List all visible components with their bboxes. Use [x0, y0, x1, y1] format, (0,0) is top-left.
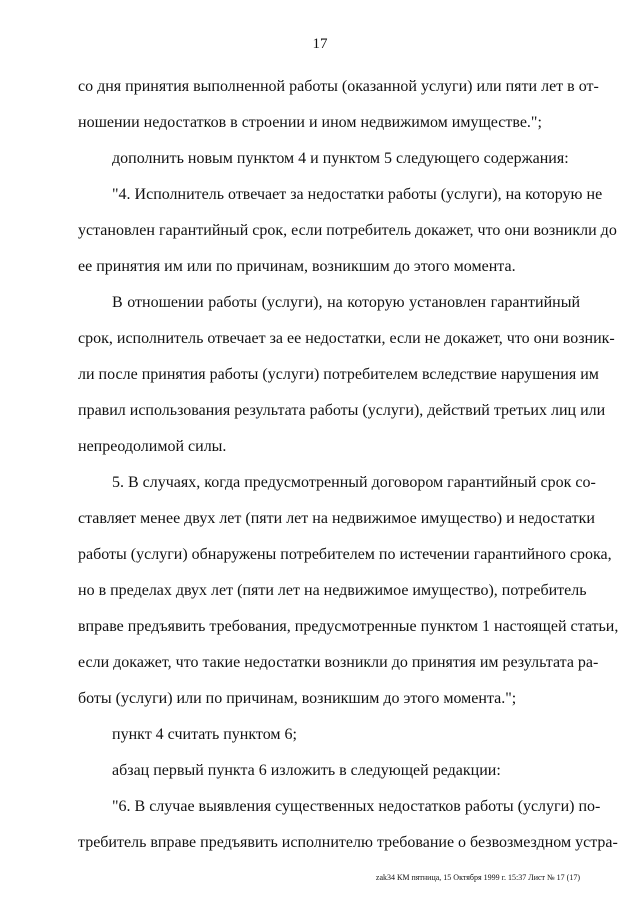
text-line: ли после принятия работы (услуги) потребителем вследствие нарушения им — [78, 366, 599, 383]
text-line: В отношении работы (услуги), на которую установлен гарантийный — [112, 294, 580, 311]
text-line: боты (услуги) или по причинам, возникшим до этого момента."; — [78, 690, 517, 707]
text-line: пункт 4 считать пунктом 6; — [112, 726, 297, 743]
text-line: срок, исполнитель отвечает за ее недостатки, если не докажет, что они возник- — [78, 330, 615, 347]
text-line: ставляет менее двух лет (пяти лет на недвижимое имущество) и недостатки — [78, 510, 595, 527]
text-line: ношении недостатков в строении и ином недвижимом имуществе."; — [78, 114, 542, 131]
document-footer: zak34 КМ пятница, 15 Октября 1999 г. 15:37 Лист № 17 (17) — [375, 873, 580, 882]
text-line: абзац первый пункта 6 изложить в следующей редакции: — [112, 762, 501, 779]
text-line: но в пределах двух лет (пяти лет на недвижимое имущество), потребитель — [78, 582, 587, 599]
text-line: со дня принятия выполненной работы (оказанной услуги) или пяти лет в от- — [78, 78, 599, 95]
text-line: требитель вправе предъявить исполнителю требование о безвозмездном устра- — [78, 834, 618, 851]
text-line: правил использования результата работы (услуги), действий третьих лиц или — [78, 402, 606, 419]
page-number: 17 — [312, 36, 328, 52]
text-line: ее принятия им или по причинам, возникшим до этого момента. — [78, 258, 516, 275]
text-line: установлен гарантийный срок, если потребитель докажет, что они возникли до — [78, 222, 617, 239]
text-line: дополнить новым пунктом 4 и пунктом 5 следующего содержания: — [112, 150, 569, 167]
text-line: "6. В случае выявления существенных недостатков работы (услуги) по- — [112, 798, 601, 815]
text-line: "4. Исполнитель отвечает за недостатки работы (услуги), на которую не — [112, 186, 603, 203]
text-line: непреодолимой силы. — [78, 438, 227, 455]
text-line: вправе предъявить требования, предусмотренные пунктом 1 настоящей статьи, — [78, 618, 619, 635]
text-line: 5. В случаях, когда предусмотренный договором гарантийный срок со- — [112, 474, 596, 491]
text-line: работы (услуги) обнаружены потребителем по истечении гарантийного срока, — [78, 546, 612, 563]
text-line: если докажет, что такие недостатки возникли до принятия им результата ра- — [78, 654, 599, 671]
